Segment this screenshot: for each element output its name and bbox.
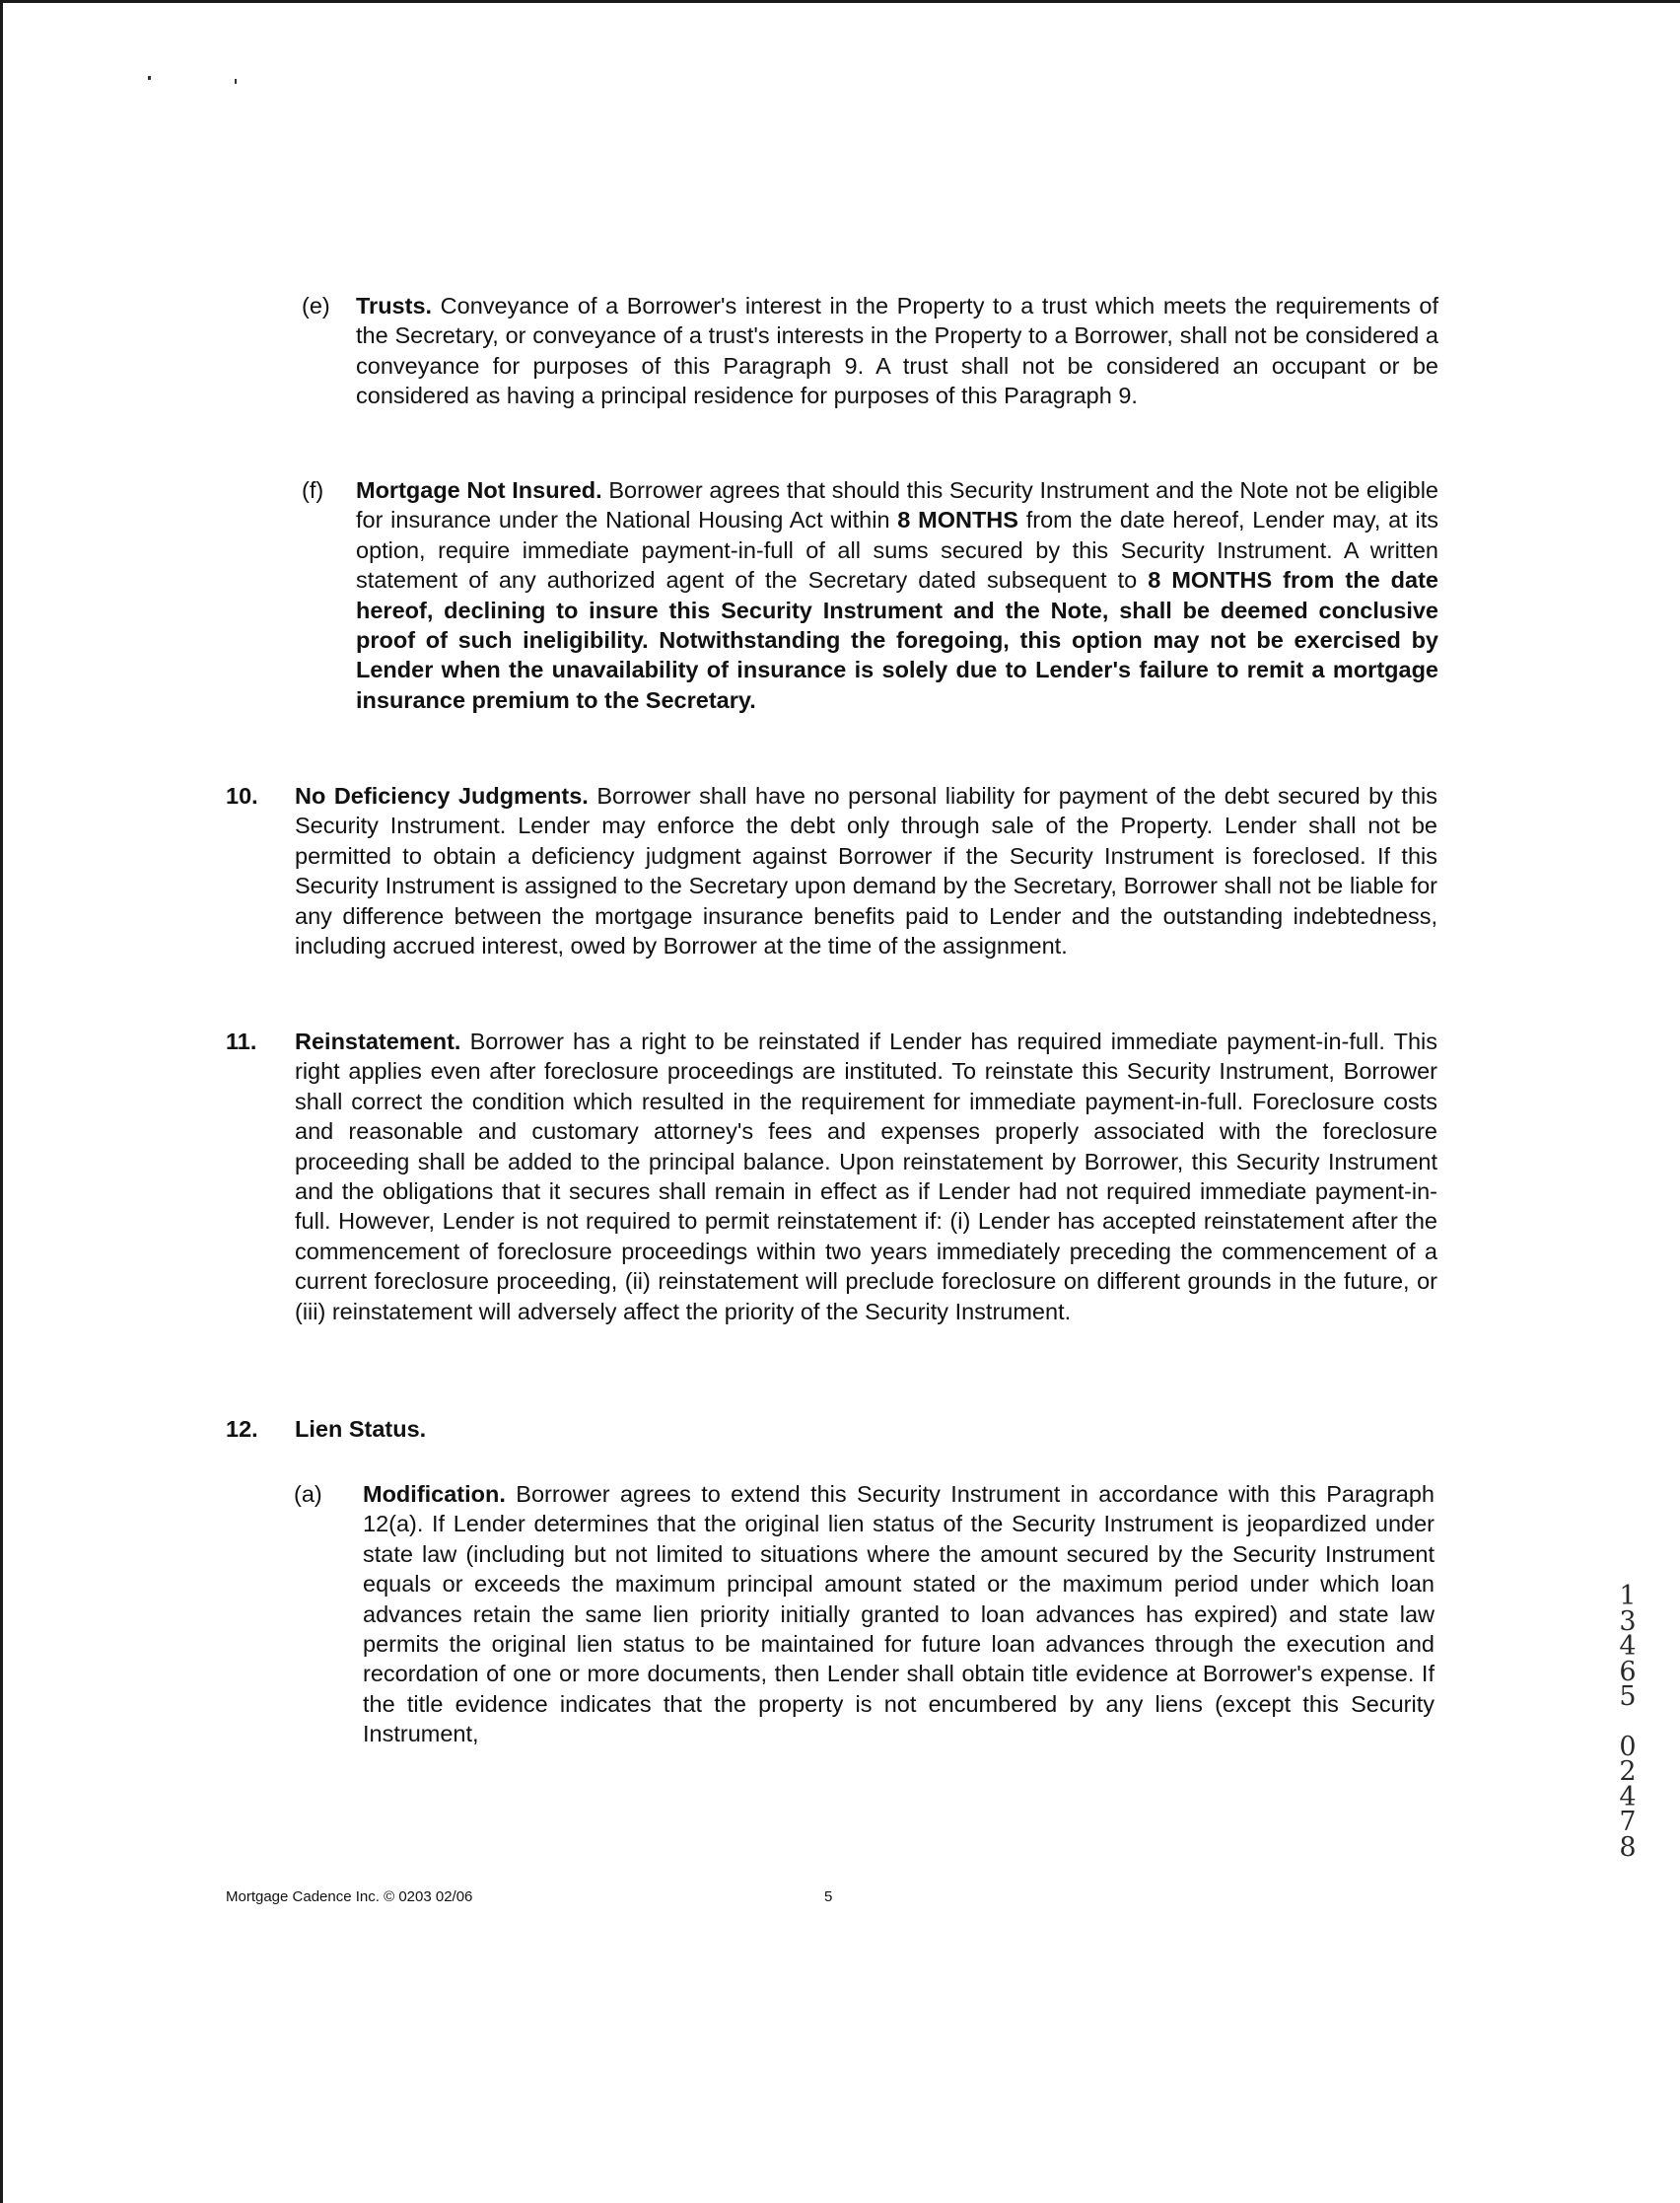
section-10-label: 10.	[226, 783, 258, 809]
stamp-gap	[1613, 1710, 1643, 1735]
page-number: 5	[824, 1888, 833, 1905]
section-f-text-1: Borrower agrees that should this Security Instrument and the Note not be eligible for insurance under the National Housing Act within	[356, 477, 1438, 533]
footer-copyright: Mortgage Cadence Inc. © 0203 02/06	[226, 1888, 473, 1905]
section-12-lien-status	[226, 1414, 1437, 1444]
section-12-label: 12.	[226, 1416, 258, 1442]
section-f-mortgage-not-insured	[302, 475, 1439, 715]
section-10-title: No Deficiency Judgments.	[295, 783, 589, 809]
section-e-text: Conveyance of a Borrower's interest in the Property to a trust which meets the requirements of the Secretary, or conveyance of a trust's interests in the Property to a Borrower, shall not be considered a conveyance for purposes of this Paragraph 9. A trust shall not be considered an occupant or be considered as having a principal residence for purposes of this Paragraph 9.	[356, 293, 1438, 409]
section-12a-modification	[294, 1479, 1435, 1749]
scan-edge-left	[0, 0, 3, 2203]
section-10-no-deficiency-judgments	[226, 781, 1437, 960]
section-f-title: Mortgage Not Insured.	[356, 477, 602, 503]
section-10-text: Borrower shall have no personal liability for payment of the debt secured by this Security Instrument. Lender may enforce the debt only through sale of the Property. Lender shall not be permitted to obtain a deficiency judgment against Borrower if the Security Instrument is foreclosed. If this Security Instrument is assigned to the Secretary upon demand by the Secretary, Borrower shall not be liable for any difference between the mortgage insurance benefits paid to Lender and the outstanding indebtedness, including accrued interest, owed by Borrower at the time of the assignment.	[295, 783, 1437, 959]
recording-number-stamp	[1613, 1581, 1643, 1863]
section-11-title: Reinstatement.	[295, 1029, 461, 1054]
section-12a-title: Modification.	[363, 1481, 506, 1507]
stamp-digit: 1	[1619, 1581, 1637, 1611]
section-e-trusts	[302, 291, 1438, 411]
scan-speck	[235, 79, 237, 84]
section-12a-text: Borrower agrees to extend this Security Instrument in accordance with this Paragraph 12(a). If Lender determines that the original lien status of the Security Instrument is jeopardized under state law (including but not limited to situations where the amount secured by the Security Instrument equals or exceeds the maximum principal amount stated or the maximum period under which loan advances retain the same lien priority initially granted to loan advances has expired) and state law permits the original lien status to be maintained for future loan advances through the execution and recordation of one or more documents, then Lender shall obtain title evidence at Borrower's expense. If the title evidence indicates that the property is not encumbered by any liens (except this Security Instrument,	[363, 1481, 1435, 1747]
section-11-reinstatement	[226, 1027, 1438, 1326]
stamp-digit: 2	[1619, 1756, 1637, 1787]
scan-edge-top	[0, 0, 1680, 3]
stamp-digit: 4	[1619, 1781, 1637, 1812]
scan-speck	[148, 76, 151, 80]
stamp-digit: 5	[1619, 1681, 1637, 1712]
section-12-title: Lien Status.	[295, 1416, 427, 1442]
section-e-title: Trusts.	[356, 293, 433, 319]
stamp-digit: 0	[1619, 1731, 1637, 1762]
section-11-label: 11.	[226, 1029, 257, 1054]
stamp-digit: 4	[1619, 1631, 1637, 1662]
section-f-text-2: from the date hereof, Lender may, at its option, require immediate payment-in-full of all sums secured by this Security Instrument. A written statement of any authorized agent of the Secretary dated subsequent to	[356, 507, 1438, 594]
section-f-label: (f)	[302, 477, 324, 503]
stamp-digit: 6	[1619, 1656, 1637, 1687]
section-e-label: (e)	[302, 293, 330, 319]
section-12a-label: (a)	[294, 1481, 322, 1507]
section-f-bold-1: 8 MONTHS	[897, 507, 1018, 533]
section-11-text: Borrower has a right to be reinstated if Lender has required immediate payment-in-full. This right applies even after foreclosure proceedings are instituted. To reinstate this Security Instrument, Borrower shall correct the condition which resulted in the requirement for immediate payment-in-full. Foreclosure costs and reasonable and customary attorney's fees and expenses properly associated with the foreclosure proceeding shall be added to the principal balance. Upon reinstatement by Borrower, this Security Instrument and the obligations that it secures shall remain in effect as if Lender had not required immediate payment-in-full. However, Lender is not required to permit reinstatement if: (i) Lender has accepted reinstatement after the commencement of foreclosure proceedings within two years immediately preceding the commencement of a current foreclosure proceeding, (ii) reinstatement will preclude foreclosure on different grounds in the future, or (iii) reinstatement will adversely affect the priority of the Security Instrument.	[295, 1029, 1438, 1324]
section-f-bold-2: 8 MONTHS from the date hereof, declining to insure this Security Instrument and the Note, shall be deemed conclusive proof of such ineligibility. Notwithstanding the foregoing, this option may not be exercised by Lender when the unavailability of insurance is solely due to Lender's failure to remit a mortgage insurance premium to the Secretary.	[356, 567, 1439, 713]
stamp-digit: 3	[1619, 1605, 1637, 1637]
stamp-digit: 7	[1619, 1807, 1637, 1837]
stamp-digit: 8	[1619, 1831, 1637, 1863]
